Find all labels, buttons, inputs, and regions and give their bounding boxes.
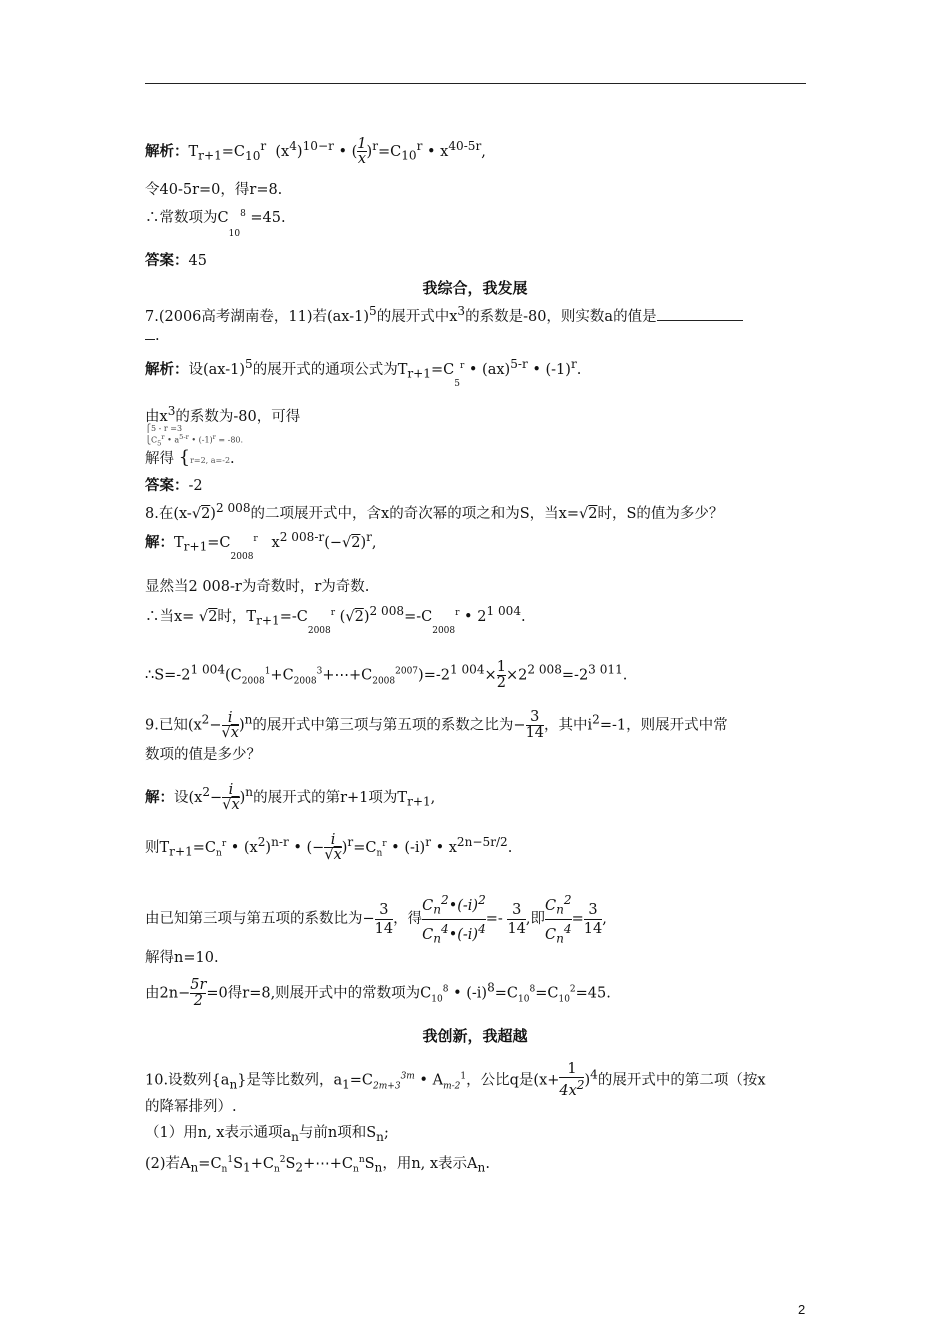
constant-term-line: ∴常数项为$C_{10}^8 =45$. bbox=[145, 209, 286, 239]
problem-8: 8.在$(x-√2)^{2 008}$的二项展开式中，含x的奇次幂的项之和为S，当x=√2时，S的值为多少？ bbox=[145, 501, 724, 522]
answer-line-7: 答案：-2 bbox=[145, 477, 203, 494]
solution-8-line2: 显然当2 008-r为奇数时，r为奇数. bbox=[145, 579, 370, 595]
analysis-line-6: 解析：$T_{r+1}=C_{10}^r$ $(x^4)^{10-r}$ • ( $\frac{1}{x}$ )$^r=C_{10}^r$ • $x^{40-5r}$, bbox=[145, 136, 486, 168]
problem-10-cont: 的降幂排列）. bbox=[145, 1099, 237, 1115]
answer-line-6: 答案：45 bbox=[145, 252, 207, 269]
solution-9-line4: 解得n=10. bbox=[145, 950, 219, 966]
answer-blank bbox=[657, 308, 743, 321]
solution-9-line3: 由已知第三项与第五项的系数比为− $\frac{3}{14}$ ，得 $\frac{C_n^2•(-i)^2}{C_n^4•(-i)^4}$ =- $\frac{3}{14}$ ,即 $\frac{C_n^2}{C_n^4}$ = $\frac{3}{14}$ , bbox=[145, 893, 607, 946]
section-heading-1: 我综合，我发展 bbox=[422, 279, 528, 297]
problem-9-cont: 数项的值是多少？ bbox=[145, 747, 261, 763]
page-number: 2 bbox=[798, 1302, 806, 1317]
problem-7-cont: . bbox=[145, 327, 160, 345]
solution-9-line1: 解：设($x^2-$ $\frac{i}{√x}$ )$^n$的展开式的第r+1项为$T_{r+1}$, bbox=[145, 782, 436, 814]
solution-9-line5: 由2n− $\frac{5r}{2}$ =0得r=8,则展开式中的常数项为$C_{10}^8$ • $(-i)^8=C_{10}^8=C_{10}^2=45$. bbox=[145, 977, 611, 1009]
analysis-line-7: 解析：设$(ax-1)^5$的展开式的通项公式为$T_{r+1}=C_5^r$ • (ax)$^{5-r}$ • $(-1)^r$. bbox=[145, 357, 582, 389]
problem-10-part1: （1）用n, x表示通项$a_n$与前n项和$S_n$; bbox=[145, 1125, 389, 1144]
solution-9-line2: 则$T_{r+1}=C_n^r$ • $(x^2)^{n-r}$ • (− $\frac{i}{√x}$ )$^r=C_n^r$ • $(-i)^r$ • $x^{2n-5r/2}$. bbox=[145, 832, 513, 864]
solution-8-line3: ∴当x= √2时，$T_{r+1}=-C_{2008}^r$ $(√2)^{2 008}=-C_{2008}^r$ • $2^{1 004}$. bbox=[145, 604, 526, 636]
solution-8-line1: 解：$T_{r+1}=C_{2008}^r$ $x^{2 008-r}(-√2)^r$, bbox=[145, 530, 377, 562]
solve-line: 解得 {r=2, a=-2. bbox=[145, 447, 235, 468]
problem-7: 7.(2006高考湖南卷，11)若$(ax-1)^5$的展开式中$x^3$的系数是-80，则实数a的值是 bbox=[145, 302, 743, 326]
section-heading-2: 我创新，我超越 bbox=[422, 1027, 528, 1045]
step-line: 令40-5r=0，得r=8. bbox=[145, 182, 283, 198]
problem-9: 9.已知($x^2-$ $\frac{i}{√x}$ )$^n$的展开式中第三项与第五项的系数之比为− $\frac{3}{14}$ ，其中$i^2=-1$，则展开式中常 bbox=[145, 709, 728, 741]
header-rule bbox=[145, 83, 806, 84]
equation-system: ⎧5 - r =3 $⎩C_5^r$ • $a^{5-r}$ • $(-1)^r = -80$. bbox=[145, 424, 244, 448]
coefficient-line: 由$x^3$的系数为-80，可得 bbox=[145, 404, 301, 425]
problem-10-part2: (2)若$A_n=C_n^1S_1+C_n^2S_2+\cdots+C_n^nS_n$，用n, x表示$A_n$. bbox=[145, 1155, 490, 1175]
solution-8-line4: $\therefore S=-2^{1 004}(C_{2008}^1+C_{2008}^3+\cdots+C_{2008}^{2007})=-2^{1 004}\times$ $\frac{1}{2}$ $\times 2^{2 008}=-2^{3 011}$. bbox=[145, 659, 628, 691]
problem-10: 10.设数列$\{a_n\}$是等比数列，$a_1=C_{2m+3}^{3m}$ • $A_{m-2}^1$，公比q是(x+ $\frac{1}{4x^2}$ )$^4$的展开式中的第二项（按x bbox=[145, 1061, 766, 1099]
